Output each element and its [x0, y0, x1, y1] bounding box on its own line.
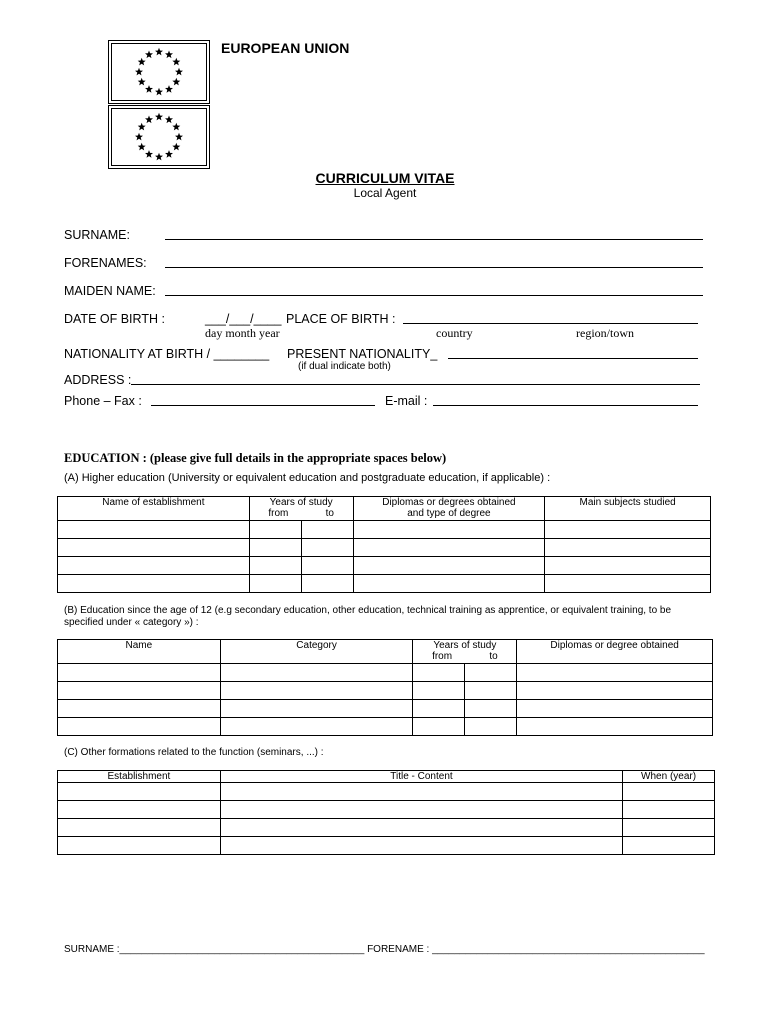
star-icon: [135, 133, 143, 141]
eu-flag-emblem-bottom: [108, 105, 210, 169]
table-cell[interactable]: [465, 664, 517, 682]
table-cell[interactable]: [301, 539, 353, 557]
table-cell[interactable]: [249, 575, 301, 593]
col-header-diplomas: Diplomas or degree obtained: [517, 640, 713, 664]
table-cell[interactable]: [545, 575, 711, 593]
place-of-birth-label: PLACE OF BIRTH :: [286, 312, 396, 326]
table-row: [58, 819, 715, 837]
table-cell[interactable]: [220, 783, 622, 801]
table-cell[interactable]: [58, 837, 221, 855]
email-field[interactable]: [433, 405, 698, 406]
table-row: [58, 801, 715, 819]
col-header-category: Category: [220, 640, 413, 664]
table-cell[interactable]: [413, 682, 465, 700]
table-cell[interactable]: [623, 783, 715, 801]
table-row: [58, 682, 713, 700]
table-cell[interactable]: [58, 700, 221, 718]
higher-education-table: [57, 496, 711, 593]
col-header-diplomas: [353, 497, 545, 521]
table-cell[interactable]: [353, 575, 545, 593]
other-formations-table: [57, 770, 715, 855]
col-header-when: When (year): [623, 771, 715, 783]
star-icon: [172, 58, 180, 66]
diplomas-label-line2: and type of degree: [407, 508, 491, 519]
table-cell[interactable]: [220, 682, 413, 700]
star-icon: [138, 58, 146, 66]
footer-names: [64, 944, 705, 955]
table-cell[interactable]: [545, 521, 711, 539]
col-header-title-content: Title - Content: [220, 771, 622, 783]
table-cell[interactable]: [301, 557, 353, 575]
table-cell[interactable]: [249, 521, 301, 539]
table-cell[interactable]: [545, 539, 711, 557]
table-row: [58, 783, 715, 801]
section-b-title-line1: (B) Education since the age of 12 (e.g secondary education, other education, technical training as apprentice, or equivalent training, to be: [64, 605, 672, 616]
section-c-title: (C) Other formations related to the function (seminars, ...) :: [64, 747, 324, 758]
star-icon: [145, 115, 153, 123]
table-cell[interactable]: [517, 700, 713, 718]
phone-fax-label: Phone – Fax :: [64, 394, 142, 408]
table-cell[interactable]: [413, 718, 465, 736]
surname-label: SURNAME:: [64, 228, 130, 242]
maiden-name-label: MAIDEN NAME:: [64, 284, 156, 298]
star-icon: [172, 78, 180, 86]
maiden-name-field[interactable]: [165, 295, 703, 296]
star-icon: [135, 68, 143, 76]
star-icon: [138, 78, 146, 86]
table-cell[interactable]: [623, 801, 715, 819]
table-cell[interactable]: [58, 718, 221, 736]
document-subtitle: Local Agent: [353, 186, 417, 200]
eu-stars-icon: [109, 106, 209, 168]
table-cell[interactable]: [220, 819, 622, 837]
star-icon: [155, 113, 163, 121]
star-icon: [145, 85, 153, 93]
table-cell[interactable]: [623, 819, 715, 837]
star-icon: [155, 153, 163, 161]
address-field[interactable]: [131, 384, 700, 385]
footer-surname: SURNAME :____________________________________________: [64, 944, 365, 955]
table-cell[interactable]: [58, 539, 250, 557]
table-cell[interactable]: [220, 837, 622, 855]
table-cell[interactable]: [58, 521, 250, 539]
table-cell[interactable]: [413, 664, 465, 682]
date-of-birth-field[interactable]: ___/___/____: [205, 312, 282, 326]
star-icon: [138, 143, 146, 151]
table-cell[interactable]: [220, 664, 413, 682]
table-cell[interactable]: [465, 682, 517, 700]
table-cell[interactable]: [517, 718, 713, 736]
table-cell[interactable]: [517, 682, 713, 700]
star-icon: [145, 150, 153, 158]
secondary-education-table: [57, 639, 713, 736]
present-nationality-label: PRESENT NATIONALITY_: [287, 347, 438, 361]
col-header-years: [413, 640, 517, 664]
star-icon: [165, 115, 173, 123]
date-format-hint: day month year: [205, 326, 280, 340]
table-cell[interactable]: [465, 718, 517, 736]
address-label: ADDRESS :: [64, 373, 132, 387]
table-row: [58, 664, 713, 682]
from-label: from: [432, 651, 453, 662]
col-header-establishment: Establishment: [58, 771, 221, 783]
to-label: to: [325, 508, 334, 519]
col-header-name: Name: [58, 640, 221, 664]
forenames-field[interactable]: [165, 267, 703, 268]
table-cell[interactable]: [353, 539, 545, 557]
footer-forename: FORENAME : _________________________________________________: [367, 944, 705, 955]
table-cell[interactable]: [465, 700, 517, 718]
star-icon: [155, 48, 163, 56]
present-nationality-field[interactable]: [448, 358, 698, 359]
table-cell[interactable]: [353, 557, 545, 575]
section-a-title: (A) Higher education (University or equivalent education and postgraduate education, if applicable) :: [64, 472, 551, 484]
col-header-establishment: Name of establishment: [58, 497, 250, 521]
table-cell[interactable]: [220, 801, 622, 819]
education-heading: EDUCATION : (please give full details in the appropriate spaces below): [64, 451, 447, 465]
star-icon: [165, 50, 173, 58]
table-cell[interactable]: [301, 521, 353, 539]
star-icon: [155, 88, 163, 96]
table-cell[interactable]: [517, 664, 713, 682]
table-cell[interactable]: [249, 557, 301, 575]
star-icon: [175, 133, 183, 141]
table-row: [58, 700, 713, 718]
section-b-title-line2: specified under « category ») :: [64, 617, 199, 628]
table-row: [58, 718, 713, 736]
from-label: from: [268, 508, 289, 519]
col-header-years: [249, 497, 353, 521]
diplomas-label-line1: Diplomas or degrees obtained: [382, 497, 516, 508]
table-cell[interactable]: [353, 521, 545, 539]
place-of-birth-field[interactable]: [403, 323, 698, 324]
table-cell[interactable]: [58, 575, 250, 593]
eu-flag-emblem-top: [108, 40, 210, 104]
dual-nationality-hint: (if dual indicate both): [298, 361, 391, 372]
document-title: CURRICULUM VITAE: [315, 170, 455, 186]
table-cell[interactable]: [58, 557, 250, 575]
years-of-study-label: Years of study: [269, 497, 333, 508]
date-of-birth-label: DATE OF BIRTH :: [64, 312, 165, 326]
table-cell[interactable]: [545, 557, 711, 575]
star-icon: [175, 68, 183, 76]
table-cell[interactable]: [220, 700, 413, 718]
table-row: [58, 521, 711, 539]
table-cell[interactable]: [58, 664, 221, 682]
organization-title: EUROPEAN UNION: [221, 40, 350, 56]
star-icon: [145, 50, 153, 58]
col-header-subjects: Main subjects studied: [545, 497, 711, 521]
table-row: [58, 557, 711, 575]
table-cell[interactable]: [413, 700, 465, 718]
table-cell[interactable]: [58, 682, 221, 700]
table-row: [58, 575, 711, 593]
years-of-study-label: Years of study: [433, 640, 497, 651]
star-icon: [165, 150, 173, 158]
region-town-hint: region/town: [576, 326, 634, 340]
table-row: [58, 837, 715, 855]
star-icon: [172, 123, 180, 131]
table-cell[interactable]: [58, 801, 221, 819]
surname-field[interactable]: [165, 239, 703, 240]
email-label: E-mail :: [385, 394, 428, 408]
phone-fax-field[interactable]: [151, 405, 375, 406]
forenames-label: FORENAMES:: [64, 256, 147, 270]
table-cell[interactable]: [301, 575, 353, 593]
table-cell[interactable]: [58, 783, 221, 801]
to-label: to: [489, 651, 498, 662]
table-cell[interactable]: [220, 718, 413, 736]
table-cell[interactable]: [623, 837, 715, 855]
eu-stars-icon: [109, 41, 209, 103]
star-icon: [165, 85, 173, 93]
table-cell[interactable]: [58, 819, 221, 837]
star-icon: [172, 143, 180, 151]
table-row: [58, 539, 711, 557]
country-hint: country: [436, 326, 473, 340]
table-cell[interactable]: [249, 539, 301, 557]
nationality-at-birth-label: NATIONALITY AT BIRTH / ________: [64, 347, 270, 361]
star-icon: [138, 123, 146, 131]
